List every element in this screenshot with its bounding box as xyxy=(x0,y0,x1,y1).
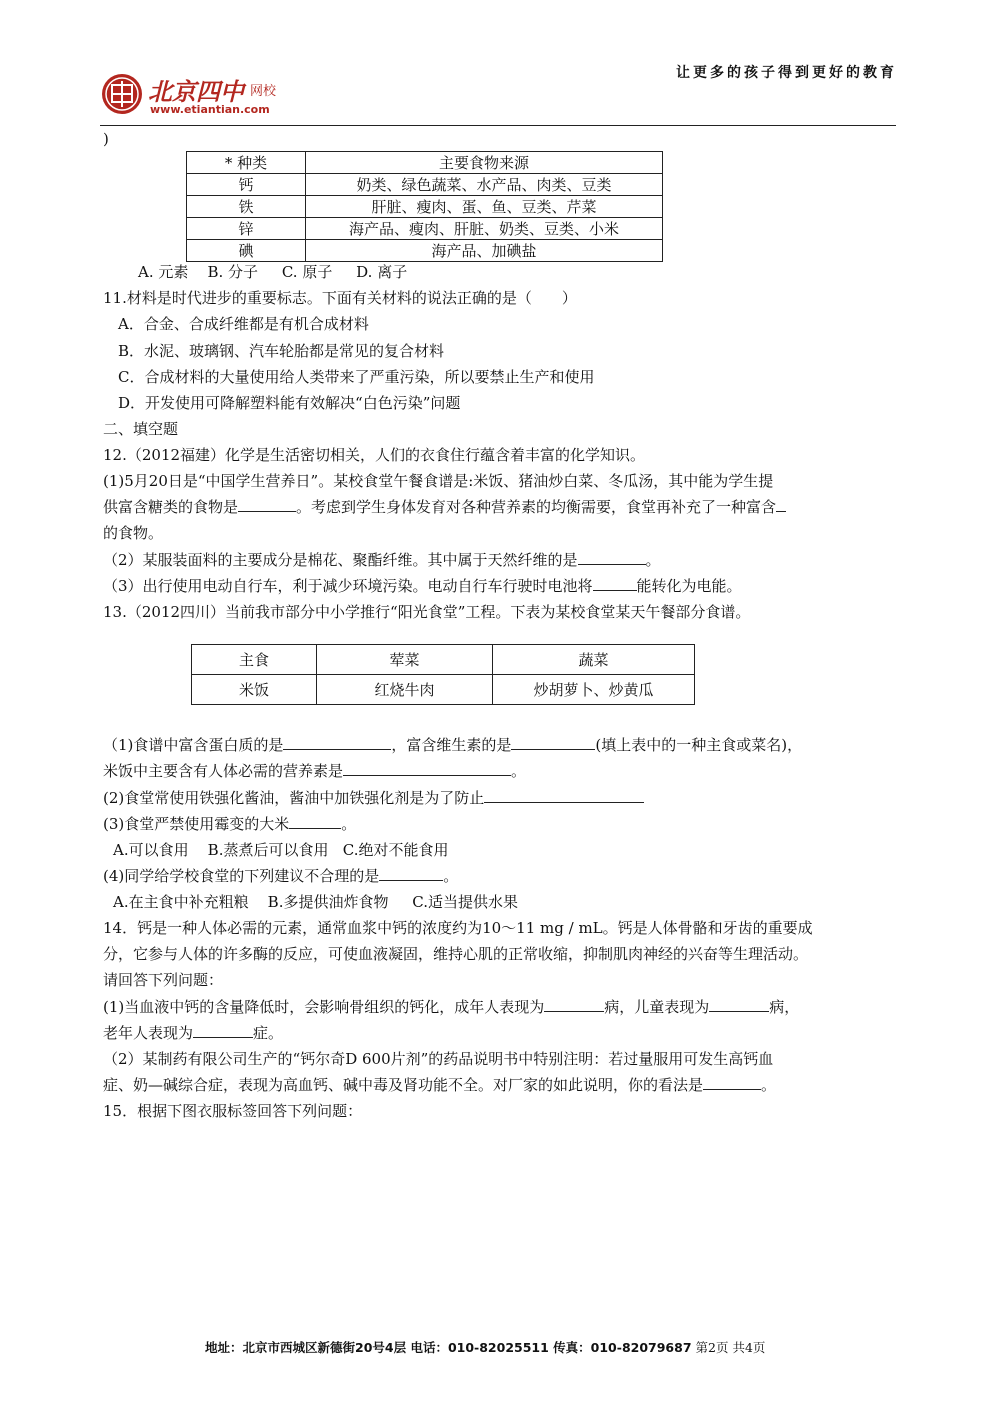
q12-part1-text-b: 。考虑到学生身体发育对各种营养素的均衡需要，食堂再补充了一种富含 xyxy=(296,498,777,516)
q12-part2 xyxy=(103,549,661,570)
q13-part3-options: A.可以食用 B.蒸煮后可以食用 C.绝对不能食用 xyxy=(113,841,449,859)
q12-part1-line1: (1)5月20日是“中国学生营养日”。某校食堂午餐食谱是:米饭、猪油炒白菜、冬瓜汤，其中能为学生提 xyxy=(103,472,774,490)
q14-line3: 请回答下列问题： xyxy=(103,971,224,989)
table-cell: 奶类、绿色蔬菜、水产品、肉类、豆类 xyxy=(306,174,663,196)
table-row xyxy=(187,240,663,262)
q14-line2: 分，它参与人体的许多酶的反应，可使血液凝固，维持心肌的正常收缩，抑制肌肉神经的兴奋等生理活动。 xyxy=(103,945,809,963)
q14-part1-text-c: 病， xyxy=(769,998,800,1016)
table-row xyxy=(192,675,695,705)
table-cell: 海产品、瘦肉、肝脏、奶类、豆类、小米 xyxy=(306,218,663,240)
q12-part2-text-b: 。 xyxy=(645,551,661,569)
q14-part2-line1: （2）某制药有限公司生产的“钙尔奇D 600片剂”的药品说明书中特别注明：若过量服用可发生高钙血 xyxy=(103,1050,774,1068)
q14-part1-line1 xyxy=(103,996,799,1017)
q14-part1-text-a: (1)当血液中钙的含量降低时，会影响骨组织的钙化，成年人表现为 xyxy=(103,998,545,1016)
q13-part1-text-e: 。 xyxy=(511,762,527,780)
answer-blank[interactable] xyxy=(511,735,595,750)
table-cell: 锌 xyxy=(187,218,306,240)
table-cell: 肝脏、瘦肉、蛋、鱼、豆类、芹菜 xyxy=(306,196,663,218)
q12-part3-text-a: （3）出行使用电动自行车，利于减少环境污染。电动自行车行驶时电池将 xyxy=(103,577,593,595)
footer-page-number: 第2页 共4页 xyxy=(695,1340,766,1355)
answer-blank[interactable] xyxy=(484,788,644,803)
q12-part3 xyxy=(103,575,742,596)
section-title: 二、填空题 xyxy=(103,420,179,438)
table-cell: 红烧牛肉 xyxy=(317,675,493,705)
q13-part4-options: A.在主食中补充粗粮 B.多提供油炸食物 C.适当提供水果 xyxy=(113,893,519,911)
q14-part2-text-a: 症、奶—碱综合症，表现为高血钙、碱中毒及肾功能不全。对厂家的如此说明，你的看法是 xyxy=(103,1076,704,1094)
answer-blank[interactable] xyxy=(379,866,443,881)
table-header-cell: 主要食物来源 xyxy=(306,152,663,174)
q13-part1-text-c: (填上表中的一种主食或菜名)， xyxy=(595,736,803,754)
table-cell: 炒胡萝卜、炒黄瓜 xyxy=(493,675,695,705)
answer-blank[interactable] xyxy=(343,761,511,776)
q12-part1-line3: 的食物。 xyxy=(103,524,164,542)
table-cell: 米饭 xyxy=(192,675,317,705)
table-cell: 海产品、加碘盐 xyxy=(306,240,663,262)
q13-part4 xyxy=(103,865,458,886)
table-cell: 碘 xyxy=(187,240,306,262)
answer-blank[interactable] xyxy=(193,1023,253,1038)
q13-part1-text-b: ，富含维生素的是 xyxy=(391,736,512,754)
q12-part1-line2 xyxy=(103,496,786,517)
answer-blank[interactable] xyxy=(289,814,341,829)
answer-blank[interactable] xyxy=(709,997,769,1012)
q13-part4-text-b: 。 xyxy=(443,867,459,885)
table-header-row xyxy=(187,152,663,174)
table-row xyxy=(187,196,663,218)
q11-option-c: C．合成材料的大量使用给人类带来了严重污染，所以要禁止生产和使用 xyxy=(118,368,595,386)
answer-blank[interactable] xyxy=(776,497,786,512)
q10-close-paren: ) xyxy=(103,130,109,148)
q11-option-a: A．合金、合成纤维都是有机合成材料 xyxy=(118,315,369,333)
mineral-food-table xyxy=(186,151,663,262)
q14-part1-text-d: 老年人表现为 xyxy=(103,1024,194,1042)
q13-part4-text-a: (4)同学给学校食堂的下列建议不合理的是 xyxy=(103,867,380,885)
table-header-row xyxy=(192,645,695,675)
answer-blank[interactable] xyxy=(703,1075,761,1090)
logo-url: www.etiantian.com xyxy=(150,103,270,116)
q11-option-d: D．开发使用可降解塑料能有效解决“白色污染”问题 xyxy=(118,394,461,412)
footer-address: 地址：北京市西城区新德街20号4层 电话：010-82025511 传真：010-82079687 xyxy=(205,1340,692,1355)
q14-line1: 14．钙是一种人体必需的元素，通常血浆中钙的浓度约为10～11 mg / mL。钙是人体骨骼和牙齿的重要成 xyxy=(103,919,813,937)
q13-part2 xyxy=(103,787,644,808)
q11-option-b: B．水泥、玻璃钢、汽车轮胎都是常见的复合材料 xyxy=(118,342,445,360)
q13-part3-text-b: 。 xyxy=(341,815,357,833)
q13-stem: 13.（2012四川）当前我市部分中小学推行“阳光食堂”工程。下表为某校食堂某天午餐部分食谱。 xyxy=(103,603,751,621)
q14-part1-text-b: 病，儿童表现为 xyxy=(604,998,710,1016)
table-row xyxy=(187,174,663,196)
logo-chinese-text: 北京四中 xyxy=(148,77,244,106)
q12-stem: 12.（2012福建）化学是生活密切相关，人们的衣食住行蕴含着丰富的化学知识。 xyxy=(103,446,646,464)
q11-stem: 11.材料是时代进步的重要标志。下面有关材料的说法正确的是（ ） xyxy=(103,289,577,307)
table-header-cell: * 种类 xyxy=(187,152,306,174)
header-slogan: 让更多的孩子得到更好的教育 xyxy=(676,65,897,81)
table-cell: 铁 xyxy=(187,196,306,218)
q14-part1-text-e: 症。 xyxy=(253,1024,284,1042)
q15-stem: 15．根据下图衣服标签回答下列问题： xyxy=(103,1102,363,1120)
page-footer xyxy=(205,1338,765,1356)
q14-part2-text-b: 。 xyxy=(761,1076,777,1094)
answer-blank[interactable] xyxy=(238,497,296,512)
header-divider xyxy=(100,125,896,126)
table-header-cell: 蔬菜 xyxy=(493,645,695,675)
q13-part1-text-a: （1)食谱中富含蛋白质的是 xyxy=(103,736,284,754)
q13-part3 xyxy=(103,813,356,834)
q12-part1-text-a: 供富含糖类的食物是 xyxy=(103,498,239,516)
logo-suffix: 网校 xyxy=(250,84,277,99)
table-header-cell: 主食 xyxy=(192,645,317,675)
q14-part2-line2 xyxy=(103,1074,776,1095)
q12-part3-text-b: 能转化为电能。 xyxy=(636,577,742,595)
q13-part2-text: (2)食堂常使用铁强化酱油，酱油中加铁强化剂是为了防止 xyxy=(103,789,485,807)
answer-blank[interactable] xyxy=(544,997,604,1012)
q13-part1-text-d: 米饭中主要含有人体必需的营养素是 xyxy=(103,762,344,780)
table-header-cell: 荤菜 xyxy=(317,645,493,675)
lunch-menu-table xyxy=(191,644,695,705)
q13-part3-text-a: (3)食堂严禁使用霉变的大米 xyxy=(103,815,290,833)
table-cell: 钙 xyxy=(187,174,306,196)
table-row xyxy=(187,218,663,240)
answer-blank[interactable] xyxy=(283,735,391,750)
school-logo xyxy=(100,70,290,120)
answer-blank[interactable] xyxy=(578,550,646,565)
q12-part2-text-a: （2）某服装面料的主要成分是棉花、聚酯纤维。其中属于天然纤维的是 xyxy=(103,551,578,569)
q13-part1-line1 xyxy=(103,734,802,755)
q13-part1-line2 xyxy=(103,760,526,781)
answer-blank[interactable] xyxy=(593,576,637,591)
q14-part1-line2 xyxy=(103,1022,283,1043)
q10-options: A. 元素 B. 分子 C. 原子 D. 离子 xyxy=(138,263,408,281)
